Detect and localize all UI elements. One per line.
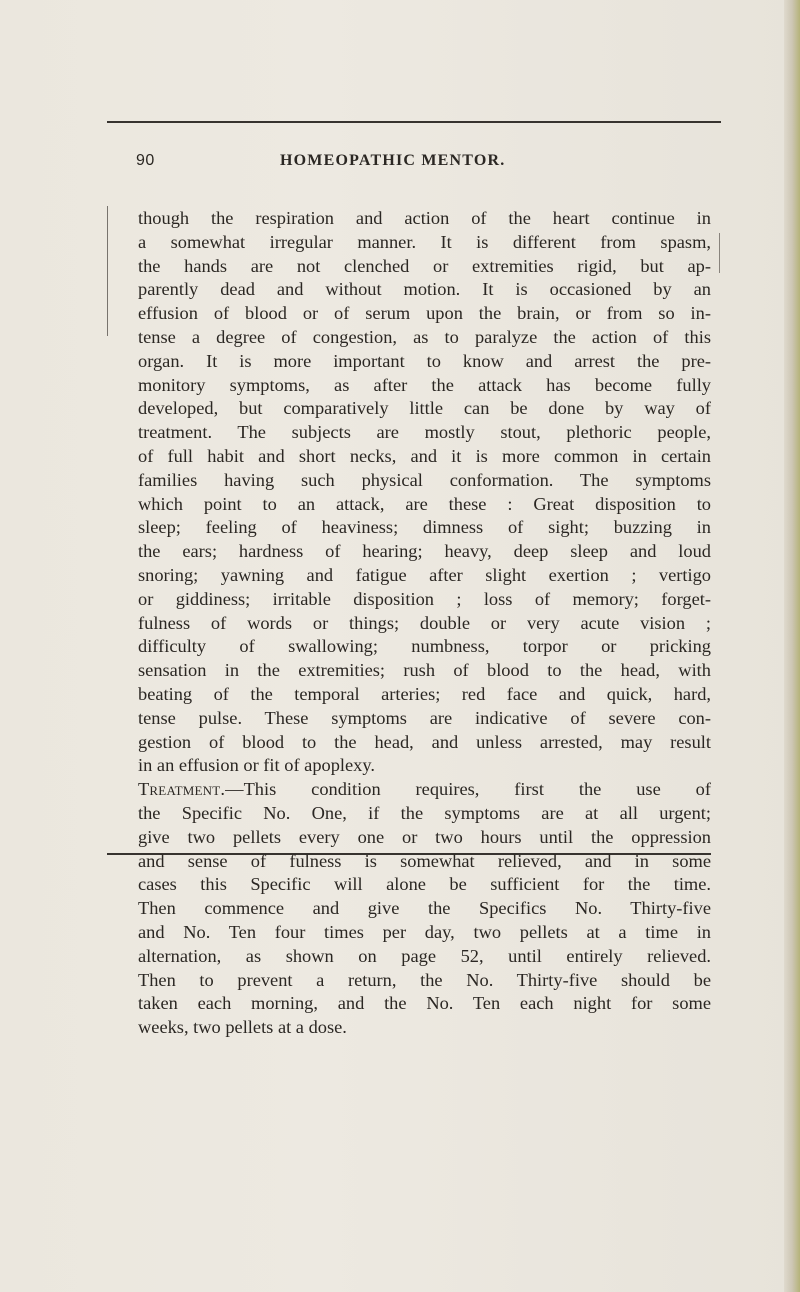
text-line: in an effusion or fit of apoplexy.	[138, 755, 375, 776]
text-line: weeks, two pellets at a dose.	[138, 1017, 347, 1038]
text-line: monitory symptoms, as after the attack has become fully	[138, 374, 711, 395]
text-line: and No. Ten four times per day, two pellets at a time in	[138, 921, 711, 942]
text-line: though the respiration and action of the heart continue in	[138, 208, 711, 228]
text-line: treatment. The subjects are mostly stout, plethoric people,	[138, 422, 711, 443]
text-line: or giddiness; irritable disposition ; loss of memory; forget-	[138, 588, 711, 609]
treatment-text: —This condition requires, first the use of	[225, 779, 711, 800]
text-line: developed, but comparatively little can be done by way of	[138, 398, 711, 419]
text-line: families having such physical conformation. The symptoms	[138, 469, 711, 490]
text-line: beating of the temporal arteries; red face and quick, hard,	[138, 683, 711, 704]
text-line: Then commence and give the Specifics No. Thirty-five	[138, 898, 711, 919]
text-line: sensation in the extremities; rush of blood to the head, with	[138, 660, 711, 681]
text-line: the ears; hardness of hearing; heavy, deep sleep and loud	[138, 541, 711, 562]
text-line: tense a degree of congestion, as to paralyze the action of this	[138, 326, 711, 347]
page-frame-top-rule	[107, 121, 721, 123]
page-edge-shadow	[784, 0, 800, 1292]
page-header: HOMEOPATHIC MENTOR.	[280, 152, 506, 169]
body-text	[138, 207, 711, 1040]
text-line: parently dead and without motion. It is occasioned by an	[138, 279, 711, 300]
treatment-line	[138, 778, 711, 802]
text-line: which point to an attack, are these : Great disposition to	[138, 493, 711, 514]
text-line: gestion of blood to the head, and unless arrested, may result	[138, 731, 711, 752]
text-line: difficulty of swallowing; numbness, torpor or pricking	[138, 636, 711, 657]
text-line: sleep; feeling of heaviness; dimness of sight; buzzing in	[138, 517, 711, 538]
text-line: cases this Specific will alone be sufficient for the time.	[138, 874, 711, 895]
text-line: the Specific No. One, if the symptoms are at all urgent;	[138, 802, 711, 823]
text-line: taken each morning, and the No. Ten each night for some	[138, 993, 711, 1014]
text-line: give two pellets every one or two hours until the oppression	[138, 826, 711, 847]
text-line: the hands are not clenched or extremities rigid, but ap-	[138, 255, 711, 276]
text-line: organ. It is more important to know and arrest the pre-	[138, 350, 711, 371]
page-number: 90	[136, 152, 155, 169]
text-line: fulness of words or things; double or very acute vision ;	[138, 612, 711, 633]
page-frame-right-rule	[719, 233, 720, 273]
text-line: effusion of blood or of serum upon the brain, or from so in-	[138, 303, 711, 324]
text-line: a somewhat irregular manner. It is different from spasm,	[138, 231, 711, 252]
text-line: and sense of fulness is somewhat relieved, and in some	[138, 850, 711, 871]
page-frame-left-rule	[107, 206, 108, 336]
text-line: of full habit and short necks, and it is more common in certain	[138, 445, 711, 466]
text-line: snoring; yawning and fatigue after slight exertion ; vertigo	[138, 564, 711, 585]
treatment-heading: Treatment.	[138, 779, 226, 800]
text-line: tense pulse. These symptoms are indicative of severe con-	[138, 707, 711, 728]
text-line: alternation, as shown on page 52, until entirely relieved.	[138, 945, 711, 966]
text-line: Then to prevent a return, the No. Thirty-five should be	[138, 969, 711, 990]
running-head	[136, 152, 696, 176]
